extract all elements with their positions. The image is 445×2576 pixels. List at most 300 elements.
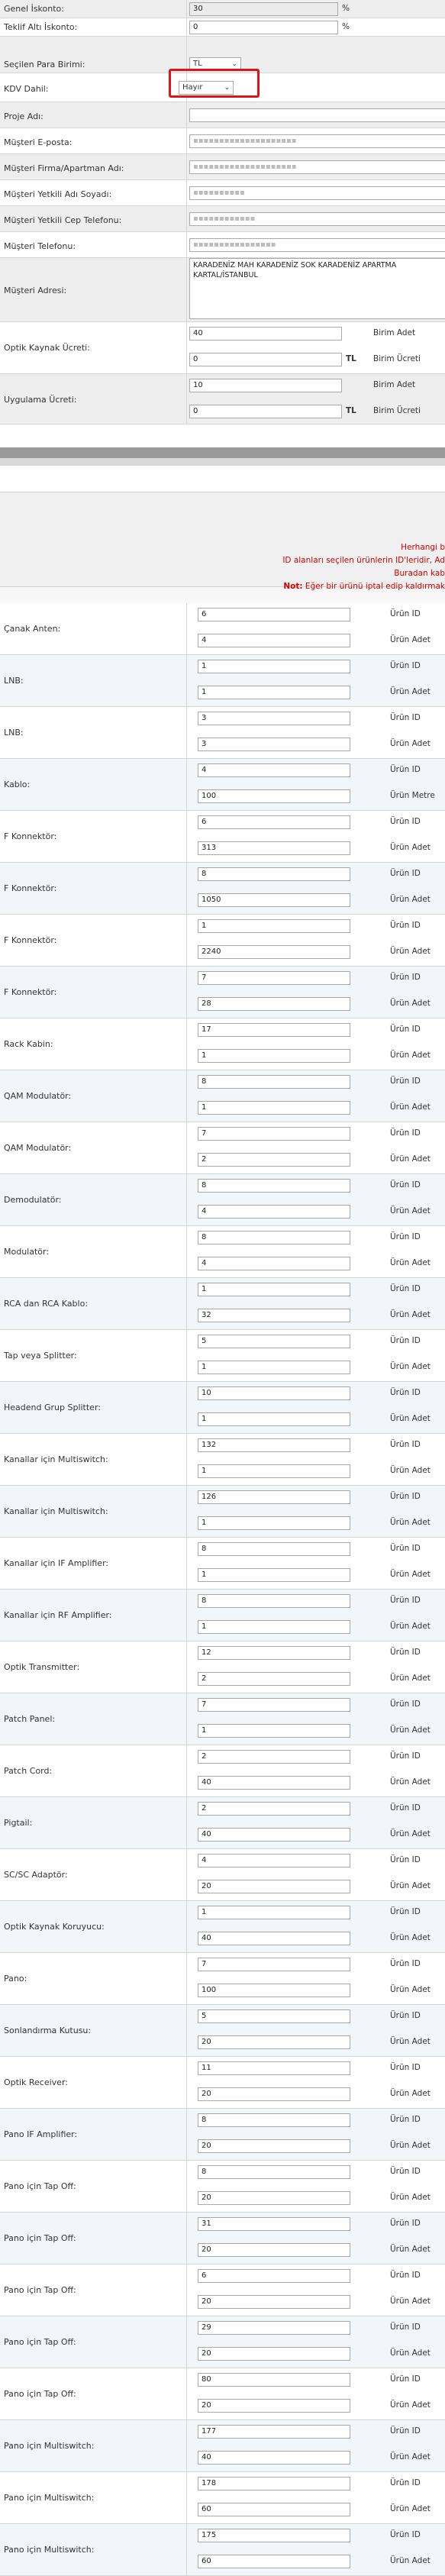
product-qty-unit: Ürün Adet: [390, 1154, 430, 1164]
product-row: [0, 1174, 445, 1226]
product-qty-unit: Ürün Adet: [390, 2245, 430, 2254]
product-label: QAM Modulatör:: [4, 1143, 72, 1153]
product-id-input[interactable]: 1: [198, 660, 350, 673]
section-divider: [0, 447, 445, 458]
product-qty-unit: Ürün Metre: [390, 791, 435, 800]
product-row: [0, 1330, 445, 1382]
info-note-text: Eğer bir ürünü iptal edip kaldırmak: [302, 582, 445, 591]
product-qty-input[interactable]: 20: [198, 2347, 350, 2361]
product-id-input[interactable]: 3: [198, 712, 350, 725]
product-cell: [186, 1018, 445, 1070]
product-qty-unit: Ürün Adet: [390, 1102, 430, 1112]
offer-discount-label: Teklif Altı İskonto:: [4, 22, 78, 32]
product-label: Pano için Multiswitch:: [4, 2545, 95, 2555]
product-qty-unit: Ürün Adet: [390, 2400, 430, 2410]
product-qty-input[interactable]: 20: [198, 2087, 350, 2101]
company-row: [0, 154, 445, 180]
product-qty-input[interactable]: 100: [198, 1984, 350, 1997]
product-qty-unit: Ürün Adet: [390, 2504, 430, 2513]
product-cell: [186, 2057, 445, 2108]
info-notes: [282, 541, 445, 593]
info-note-line-1: Herhangi b: [401, 543, 445, 552]
product-label: Çanak Anten:: [4, 624, 61, 634]
optic-fee-qty-unit: Birim Adet: [373, 328, 416, 337]
product-cell: [186, 1641, 445, 1693]
product-id-unit: Ürün ID: [390, 1751, 421, 1761]
email-label: Müşteri E-posta:: [4, 137, 73, 147]
product-row: [0, 1018, 445, 1070]
product-row: [0, 1278, 445, 1330]
product-id-unit: Ürün ID: [390, 1180, 421, 1190]
product-qty-unit: Ürün Adet: [390, 1777, 430, 1787]
offer-discount-input[interactable]: 0: [189, 21, 338, 34]
product-row: [0, 1953, 445, 2005]
apply-fee-cell: [186, 374, 445, 424]
product-cell: [186, 1849, 445, 1900]
product-qty-input[interactable]: 1: [198, 1101, 350, 1115]
product-row: [0, 1849, 445, 1901]
optic-fee-price-input[interactable]: 0: [189, 353, 342, 366]
product-label: F Konnektör:: [4, 883, 57, 893]
product-qty-input[interactable]: 4: [198, 1257, 350, 1270]
project-name-input[interactable]: [189, 108, 445, 122]
product-id-unit: Ürün ID: [390, 1959, 421, 1968]
product-id-unit: Ürün ID: [390, 1700, 421, 1709]
product-qty-input[interactable]: 28: [198, 997, 350, 1011]
product-qty-unit: Ürün Adet: [390, 1310, 430, 1319]
product-label: Pano için Tap Off:: [4, 2181, 76, 2191]
product-cell: [186, 655, 445, 706]
product-qty-input[interactable]: 60: [198, 2503, 350, 2516]
product-cell: [186, 1901, 445, 1952]
product-qty-input[interactable]: 2: [198, 1672, 350, 1686]
product-label: QAM Modulatör:: [4, 1091, 72, 1101]
product-qty-input[interactable]: 20: [198, 2399, 350, 2413]
currency-select-value: TL: [193, 60, 202, 68]
currency-label: Seçilen Para Birimi:: [4, 60, 85, 69]
chevron-down-icon: ⌄: [224, 84, 230, 92]
product-id-unit: Ürün ID: [390, 2426, 421, 2436]
product-qty-unit: Ürün Adet: [390, 687, 430, 696]
info-note-line-3: Buradan kab: [394, 569, 445, 578]
highlight-box: [169, 69, 260, 98]
apply-fee-row: [0, 374, 445, 424]
product-row: [0, 2524, 445, 2576]
product-qty-input[interactable]: 1: [198, 1568, 350, 1582]
product-qty-input[interactable]: 3: [198, 738, 350, 751]
product-id-input[interactable]: 8: [198, 1075, 350, 1089]
email-row: [0, 128, 445, 154]
email-cell: [186, 128, 445, 153]
product-id-input[interactable]: 7: [198, 1127, 350, 1141]
product-qty-unit: Ürün Adet: [390, 635, 430, 644]
product-qty-unit: Ürün Adet: [390, 2297, 430, 2306]
product-id-input[interactable]: 2: [198, 1802, 350, 1816]
product-id-unit: Ürün ID: [390, 2167, 421, 2176]
offer-discount-cell: [186, 18, 445, 36]
product-id-input[interactable]: 8: [198, 1179, 350, 1193]
product-qty-unit: Ürün Adet: [390, 895, 430, 904]
product-label: Pano için Tap Off:: [4, 2389, 76, 2399]
product-qty-input[interactable]: 40: [198, 1932, 350, 1945]
email-input[interactable]: ▪▪▪▪▪▪▪▪▪▪▪▪▪▪▪▪▪▪▪▪: [189, 134, 445, 148]
product-qty-unit: Ürün Adet: [390, 1622, 430, 1631]
product-id-input[interactable]: 10: [198, 1386, 350, 1400]
product-cell: [186, 1278, 445, 1329]
product-qty-input[interactable]: 40: [198, 1776, 350, 1790]
product-id-input[interactable]: 11: [198, 2061, 350, 2075]
product-qty-unit: Ürün Adet: [390, 1725, 430, 1735]
product-id-input[interactable]: 7: [198, 1958, 350, 1971]
vat-select-value: Hayır: [182, 83, 203, 92]
product-qty-input[interactable]: 60: [198, 2555, 350, 2568]
product-qty-unit: Ürün Adet: [390, 1051, 430, 1060]
product-id-input[interactable]: 5: [198, 1335, 350, 1348]
product-qty-input[interactable]: 32: [198, 1309, 350, 1322]
product-qty-input[interactable]: 4: [198, 1205, 350, 1219]
spacer: [0, 424, 445, 447]
product-id-unit: Ürün ID: [390, 817, 421, 826]
product-qty-unit: Ürün Adet: [390, 2452, 430, 2461]
product-row: [0, 967, 445, 1018]
product-label: LNB:: [4, 728, 24, 738]
product-id-unit: Ürün ID: [390, 2478, 421, 2487]
product-qty-unit: Ürün Adet: [390, 1985, 430, 1994]
product-cell: [186, 811, 445, 862]
product-id-unit: Ürün ID: [390, 2219, 421, 2228]
product-cell: [186, 603, 445, 654]
optic-fee-label: Optik Kaynak Ücreti:: [4, 343, 90, 353]
product-label: Pano için Tap Off:: [4, 2337, 76, 2347]
product-qty-unit: Ürün Adet: [390, 1466, 430, 1475]
discount-input[interactable]: 30: [189, 2, 338, 16]
optic-fee-price-unit: Birim Ücreti: [373, 354, 421, 363]
product-cell: [186, 1797, 445, 1848]
product-id-input[interactable]: 1: [198, 919, 350, 933]
product-row: [0, 2213, 445, 2264]
product-id-input[interactable]: 126: [198, 1490, 350, 1504]
product-label: Pano için Tap Off:: [4, 2233, 76, 2243]
project-name-row: [0, 102, 445, 128]
product-id-unit: Ürün ID: [390, 1855, 421, 1864]
company-input[interactable]: ▪▪▪▪▪▪▪▪▪▪▪▪▪▪▪▪▪▪▪▪: [189, 160, 445, 174]
product-cell: [186, 1590, 445, 1641]
product-cell: [186, 1538, 445, 1589]
product-row: [0, 1693, 445, 1745]
product-id-unit: Ürün ID: [390, 661, 421, 670]
product-id-input[interactable]: 12: [198, 1646, 350, 1660]
product-qty-input[interactable]: 1: [198, 1412, 350, 1426]
apply-fee-price-input[interactable]: 0: [189, 405, 342, 418]
product-row: [0, 1226, 445, 1278]
product-id-input[interactable]: 1: [198, 1283, 350, 1296]
product-label: Pano için Multiswitch:: [4, 2441, 95, 2451]
address-line-2: KARTAL/İSTANBUL: [193, 271, 258, 279]
product-row: [0, 707, 445, 759]
address-cell: [186, 258, 445, 321]
optic-fee-cell: [186, 322, 445, 373]
product-id-unit: Ürün ID: [390, 1803, 421, 1813]
optic-fee-row: [0, 322, 445, 374]
product-id-input[interactable]: 4: [198, 763, 350, 777]
product-qty-input[interactable]: 4: [198, 634, 350, 647]
product-label: Modulatör:: [4, 1247, 50, 1257]
product-id-unit: Ürün ID: [390, 1336, 421, 1345]
company-label: Müşteri Firma/Apartman Adı:: [4, 163, 124, 173]
product-cell: [186, 1174, 445, 1225]
product-id-unit: Ürün ID: [390, 1907, 421, 1916]
product-cell: [186, 1693, 445, 1745]
product-qty-input[interactable]: 20: [198, 2139, 350, 2153]
product-id-unit: Ürün ID: [390, 609, 421, 618]
product-id-input[interactable]: 177: [198, 2425, 350, 2439]
product-qty-input[interactable]: 40: [198, 1828, 350, 1842]
product-row: [0, 1797, 445, 1849]
product-cell: [186, 1070, 445, 1122]
product-cell: [186, 1382, 445, 1433]
product-qty-unit: Ürün Adet: [390, 1829, 430, 1838]
product-label: RCA dan RCA Kablo:: [4, 1299, 89, 1309]
product-id-input[interactable]: 8: [198, 2113, 350, 2127]
company-cell: [186, 154, 445, 179]
product-id-input[interactable]: 29: [198, 2321, 350, 2335]
product-label: F Konnektör:: [4, 987, 57, 997]
product-id-input[interactable]: 132: [198, 1438, 350, 1452]
product-qty-unit: Ürün Adet: [390, 1362, 430, 1371]
product-id-input[interactable]: 8: [198, 2165, 350, 2179]
product-cell: [186, 2161, 445, 2212]
product-qty-input[interactable]: 100: [198, 789, 350, 803]
product-id-input[interactable]: 31: [198, 2217, 350, 2231]
section-divider-light: [0, 458, 445, 466]
product-qty-input[interactable]: 1: [198, 1620, 350, 1634]
phone-input[interactable]: ▪▪▪▪▪▪▪▪▪▪▪▪▪▪▪▪: [189, 238, 445, 252]
product-qty-unit: Ürün Adet: [390, 1258, 430, 1267]
product-qty-unit: Ürün Adet: [390, 739, 430, 748]
product-cell: [186, 2316, 445, 2368]
discount-label: Genel İskonto:: [4, 4, 64, 14]
optic-fee-currency: TL: [346, 354, 356, 363]
product-qty-input[interactable]: 1: [198, 1464, 350, 1478]
product-label: F Konnektör:: [4, 935, 57, 945]
product-id-input[interactable]: 8: [198, 1594, 350, 1608]
product-qty-unit: Ürün Adet: [390, 1674, 430, 1683]
product-cell: [186, 915, 445, 966]
product-qty-unit: Ürün Adet: [390, 2348, 430, 2358]
product-row: [0, 2005, 445, 2057]
product-qty-input[interactable]: 1: [198, 1361, 350, 1374]
product-qty-input[interactable]: 40: [198, 2451, 350, 2465]
product-cell: [186, 1486, 445, 1537]
product-label: Sonlandırma Kutusu:: [4, 2026, 92, 2035]
product-qty-input[interactable]: 1: [198, 1516, 350, 1530]
product-id-unit: Ürün ID: [390, 1232, 421, 1241]
offer-discount-row: [0, 18, 445, 37]
apply-fee-price-unit: Birim Ücreti: [373, 406, 421, 415]
contact-phone-cell: [186, 206, 445, 231]
apply-fee-qty-input[interactable]: 10: [189, 379, 342, 392]
address-textarea[interactable]: [189, 258, 445, 319]
project-name-cell: [186, 102, 445, 128]
product-row: [0, 1641, 445, 1693]
contact-phone-row: [0, 206, 445, 232]
product-id-unit: Ürün ID: [390, 1596, 421, 1605]
product-cell: [186, 2420, 445, 2471]
product-row: [0, 1901, 445, 1953]
product-cell: [186, 2005, 445, 2056]
product-qty-unit: Ürün Adet: [390, 2037, 430, 2046]
product-qty-input[interactable]: 1: [198, 1049, 350, 1063]
product-qty-input[interactable]: 2240: [198, 945, 350, 959]
product-id-input[interactable]: 4: [198, 1854, 350, 1867]
product-qty-unit: Ürün Adet: [390, 947, 430, 956]
product-qty-unit: Ürün Adet: [390, 2556, 430, 2565]
product-label: Demodulatör:: [4, 1195, 62, 1205]
product-id-input[interactable]: 2: [198, 1750, 350, 1764]
product-id-input[interactable]: 7: [198, 971, 350, 985]
vat-label: KDV Dahil:: [4, 84, 49, 94]
product-row: [0, 2368, 445, 2420]
product-row: [0, 2472, 445, 2524]
product-label: Pigtail:: [4, 1818, 33, 1828]
product-label: Kablo:: [4, 780, 31, 789]
product-cell: [186, 1953, 445, 2004]
product-qty-unit: Ürün Adet: [390, 2141, 430, 2150]
offer-discount-unit: %: [342, 22, 350, 31]
product-qty-unit: Ürün Adet: [390, 1206, 430, 1215]
product-id-input[interactable]: 6: [198, 815, 350, 829]
contact-phone-input[interactable]: ▪▪▪▪▪▪▪▪▪▪▪▪: [189, 212, 445, 226]
product-label: Optik Receiver:: [4, 2077, 68, 2087]
product-qty-input[interactable]: 20: [198, 2035, 350, 2049]
address-row: [0, 258, 445, 322]
chevron-down-icon: ⌄: [231, 60, 237, 68]
product-row: [0, 863, 445, 915]
product-row: [0, 811, 445, 863]
product-row: [0, 1538, 445, 1590]
product-label: LNB:: [4, 676, 24, 686]
contact-name-row: [0, 180, 445, 206]
phone-label: Müşteri Telefonu:: [4, 241, 76, 251]
product-row: [0, 2316, 445, 2368]
product-cell: [186, 1745, 445, 1796]
product-id-unit: Ürün ID: [390, 869, 421, 878]
product-cell: [186, 759, 445, 810]
product-id-unit: Ürün ID: [390, 921, 421, 930]
product-qty-unit: Ürün Adet: [390, 1570, 430, 1579]
product-qty-input[interactable]: 313: [198, 841, 350, 855]
discount-row: [0, 0, 445, 18]
product-label: Kanallar için IF Amplifier:: [4, 1558, 109, 1568]
product-id-input[interactable]: 17: [198, 1023, 350, 1037]
info-note-line-2: ID alanları seçilen ürünlerin ID'leridir, Ad: [282, 556, 445, 565]
product-id-unit: Ürün ID: [390, 973, 421, 982]
contact-name-input[interactable]: ▪▪▪▪▪▪▪▪▪▪: [189, 186, 445, 200]
product-qty-unit: Ürün Adet: [390, 2089, 430, 2098]
product-id-unit: Ürün ID: [390, 1025, 421, 1034]
product-label: Optik Transmitter:: [4, 1662, 80, 1672]
product-id-input[interactable]: 80: [198, 2373, 350, 2387]
product-id-unit: Ürün ID: [390, 1128, 421, 1138]
product-label: Optik Kaynak Koruyucu:: [4, 1922, 105, 1932]
product-id-unit: Ürün ID: [390, 2530, 421, 2539]
product-id-unit: Ürün ID: [390, 1388, 421, 1397]
product-label: Kanallar için RF Amplifier:: [4, 1610, 112, 1620]
product-cell: [186, 2472, 445, 2523]
product-qty-input[interactable]: 1: [198, 1724, 350, 1738]
product-row: [0, 2161, 445, 2213]
product-id-unit: Ürün ID: [390, 1544, 421, 1553]
apply-fee-qty-unit: Birim Adet: [373, 380, 416, 389]
apply-fee-currency: TL: [346, 406, 356, 415]
product-id-input[interactable]: 8: [198, 1231, 350, 1244]
phone-cell: [186, 232, 445, 257]
product-label: SC/SC Adaptör:: [4, 1870, 68, 1880]
product-row: [0, 915, 445, 967]
product-id-unit: Ürün ID: [390, 1284, 421, 1293]
product-qty-input[interactable]: 20: [198, 2191, 350, 2205]
product-row: [0, 759, 445, 811]
product-qty-input[interactable]: 20: [198, 2295, 350, 2309]
product-label: Patch Cord:: [4, 1766, 53, 1776]
product-id-input[interactable]: 6: [198, 608, 350, 621]
product-qty-input[interactable]: 1: [198, 686, 350, 699]
product-label: Headend Grup Splitter:: [4, 1403, 101, 1412]
product-row: [0, 655, 445, 707]
info-note-line-4: [282, 580, 445, 593]
product-id-unit: Ürün ID: [390, 1077, 421, 1086]
product-row: [0, 1382, 445, 1434]
product-qty-input[interactable]: 1050: [198, 893, 350, 907]
project-name-label: Proje Adı:: [4, 111, 44, 121]
product-id-input[interactable]: 6: [198, 2269, 350, 2283]
product-qty-unit: Ürün Adet: [390, 1933, 430, 1942]
product-id-input[interactable]: 178: [198, 2477, 350, 2490]
product-id-input[interactable]: 8: [198, 867, 350, 881]
product-label: Kanallar için Multiswitch:: [4, 1506, 108, 1516]
contact-phone-label: Müşteri Yetkili Cep Telefonu:: [4, 215, 122, 225]
product-qty-input[interactable]: 2: [198, 1153, 350, 1167]
currency-cell: [186, 37, 445, 73]
contact-name-cell: [186, 180, 445, 205]
product-label: Pano için Tap Off:: [4, 2285, 76, 2295]
product-id-input[interactable]: 5: [198, 2009, 350, 2023]
product-qty-input[interactable]: 20: [198, 2243, 350, 2257]
product-id-unit: Ürün ID: [390, 1648, 421, 1657]
apply-fee-label: Uygulama Ücreti:: [4, 395, 77, 405]
product-id-input[interactable]: 175: [198, 2529, 350, 2542]
product-label: Pano IF Amplifier:: [4, 2129, 78, 2139]
product-label: Patch Panel:: [4, 1714, 56, 1724]
product-id-unit: Ürün ID: [390, 2323, 421, 2332]
product-qty-input[interactable]: 20: [198, 1880, 350, 1893]
product-qty-unit: Ürün Adet: [390, 2193, 430, 2202]
spacer-2: [0, 466, 445, 492]
product-row: [0, 1434, 445, 1486]
product-label: Pano:: [4, 1974, 27, 1984]
product-id-unit: Ürün ID: [390, 1440, 421, 1449]
product-id-unit: Ürün ID: [390, 2011, 421, 2020]
product-label: Tap veya Splitter:: [4, 1351, 77, 1361]
product-id-input[interactable]: 8: [198, 1542, 350, 1556]
product-id-input[interactable]: 7: [198, 1698, 350, 1712]
product-cell: [186, 2368, 445, 2419]
product-row: [0, 2057, 445, 2109]
optic-fee-qty-input[interactable]: 40: [189, 327, 342, 341]
product-label: Rack Kabin:: [4, 1039, 53, 1049]
product-cell: [186, 2524, 445, 2575]
product-id-input[interactable]: 1: [198, 1906, 350, 1919]
